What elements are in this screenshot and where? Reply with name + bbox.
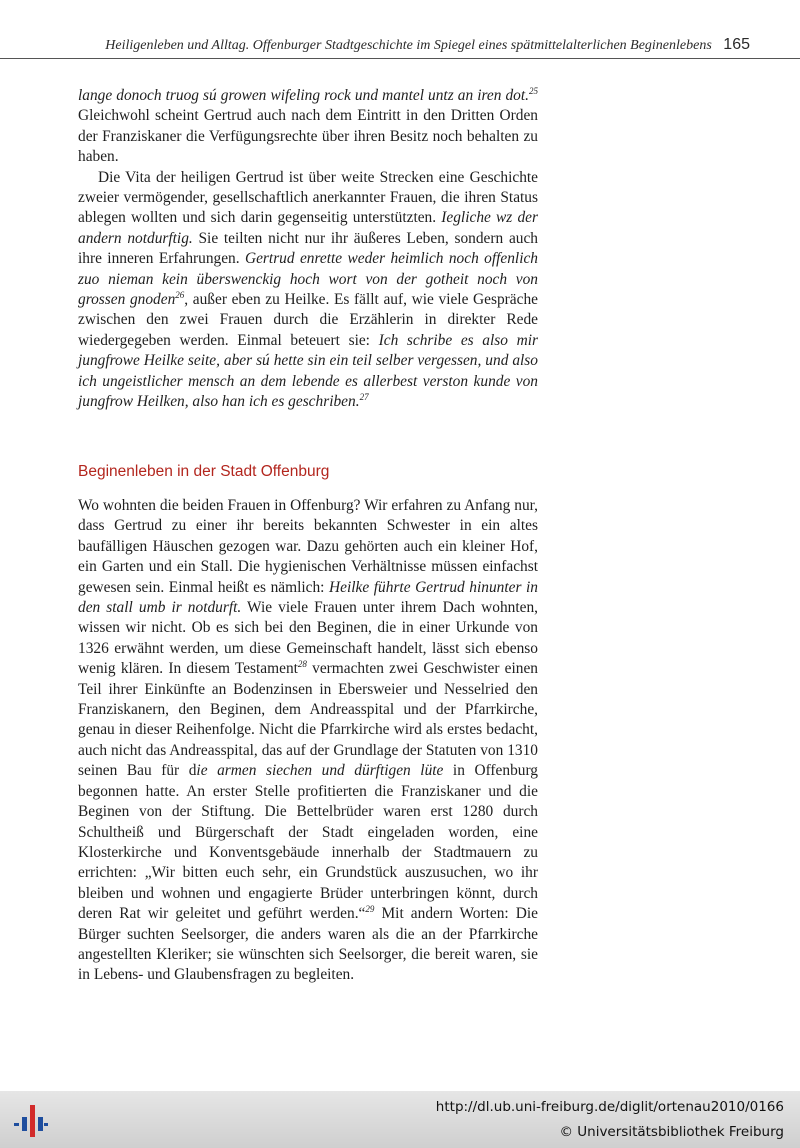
running-header-title: Heiligenleben und Alltag. Offenburger Stadtgeschichte im Spiegel eines spätmittelalterlichen Beginenlebens xyxy=(105,38,712,53)
footer-bar xyxy=(0,1091,800,1148)
paragraph-text: Gleichwohl scheint Gertrud auch nach dem Eintritt in den Dritten Orden der Franziskaner die Verfügungsrechte über ihren Besitz noch behalten zu haben. xyxy=(78,107,538,166)
paragraph-1 xyxy=(78,86,538,168)
paragraph-text: in Offenburg begonnen hatte. An erster Stelle profitierten die Franziskaner und die Beginen von der Stiftung. Die Bettelbrüder waren erst 1280 durch Schultheiß und Bürgerschaft der Stadt eingeladen worden, eine Klosterkirche und Konventsgebäude innerhalb der Stadtmauern zu errichten: „Wir bitten euch sehr, ein Grundstück auszusuchen, wo ihr bleiben und wohnen und engagierte Brüder unterbringen könnt, durch deren Rat wir geleitet und geführt werden.“ xyxy=(78,762,539,923)
paragraph-2 xyxy=(78,168,538,413)
header-rule xyxy=(0,58,800,59)
footnote-ref-27: 27 xyxy=(359,392,369,403)
paragraph-text: vermachten zwei Geschwister einen Teil ihrer Einkünfte an Bodenzinsen in Ebersweier und Nesselried den Franziskanern, den Beginen, dem Andreasspital und der Pfarrkirche, genau in dieser Reihenfolge. Nicht die Pfarrkirche wird als erstes bedacht, auch nicht das Andreasspital, das auf der Grundlage der Statuten von 1310 seinen Bau für d xyxy=(78,660,538,780)
body-text-top xyxy=(78,86,538,413)
quote-text: ie armen siechen und dürftigen lüte xyxy=(196,762,444,780)
section-heading: Beginenleben in der Stadt Offenburg xyxy=(78,463,330,480)
footnote-ref-25: 25 xyxy=(529,86,538,96)
running-header xyxy=(0,36,750,54)
paragraph-text: Wo wohnten die beiden Frauen in Offenburg? Wir erfahren zu Anfang nur, dass Gertrud zu einer ihr bereits bekannten Schwester in ein altes baufälligen Häuschen gezogen war. Dazu gehörten auch ein kleiner Hof, ein Garten und ein Stall. Die hygienischen Verhältnisse müssen einfachst gewesen sein. Einmal heißt es nämlich: xyxy=(78,497,538,596)
quote-text: Heilke führte Gertrud hinunter in den stall umb ir notdurft. xyxy=(78,578,538,617)
footnote-ref-26: 26 xyxy=(175,290,185,301)
paragraph-text: Sie teilten nicht nur ihr äußeres Leben, sondern auch ihre inneren Erfahrungen. xyxy=(78,229,538,268)
quote-text: lange donoch truog sú growen wifeling rock und mantel untz an iren dot. xyxy=(78,87,529,104)
quote-text: Gertrud enrette weder heimlich noch offenlich zuo nieman kein überswenckig hoch wort von der gotheit noch von grossen gnoden xyxy=(78,250,538,309)
footnote-ref-28: 28 xyxy=(297,659,307,670)
paragraph-text: Die Vita der heiligen Gertrud ist über weite Strecken eine Geschichte zweier vermögender, gesellschaftlich anerkannter Frauen, die ihren Status ablegen wollten und sich darin gegenseitig unterstützten. xyxy=(78,168,538,227)
quote-text: Ich schribe es also mir jungfrowe Heilke seite, aber sú hette sin ein teil selber vergessen, und also ich ungeistlicher mensch an dem lebende es allerbest verston kunde von jungfrow Heilken, also han ich es geschriben. xyxy=(78,331,538,411)
body-text-section xyxy=(78,496,538,986)
page-number: 165 xyxy=(723,36,750,53)
paragraph-3 xyxy=(78,496,538,986)
copyright-notice: © Universitätsbibliothek Freiburg xyxy=(559,1124,784,1140)
quote-text: Iegliche wz der andern notdurftig. xyxy=(78,209,538,247)
paragraph-text: , außer eben zu Heilke. Es fällt auf, wie viele Gespräche zwischen den zwei Frauen durch die Erzählerin in direkter Rede wiedergegeben werden. Einmal beteuert sie: xyxy=(78,291,538,349)
ub-freiburg-logo-icon xyxy=(14,1101,48,1141)
footnote-ref-29: 29 xyxy=(365,904,375,915)
paragraph-text: Wie viele Frauen unter ihrem Dach wohnten, wissen wir nicht. Ob es sich bei den Beginen, die in einer Urkunde von 1326 erwähnt werden, um diese Gemeinschaft handelt, lässt sich ebenso wenig klären. In diesem Testament xyxy=(78,599,538,678)
paragraph-text: Mit andern Worten: Die Bürger suchten Seelsorger, die anders waren als die an der Pfarrkirche angestellten Kleriker; sie wünschten sich Seelsorger, die bereit waren, sie in Lebens- und Glaubensfragen zu begleiten. xyxy=(78,905,538,984)
source-url-link[interactable]: http://dl.ub.uni-freiburg.de/diglit/ortenau2010/0166 xyxy=(435,1099,784,1115)
